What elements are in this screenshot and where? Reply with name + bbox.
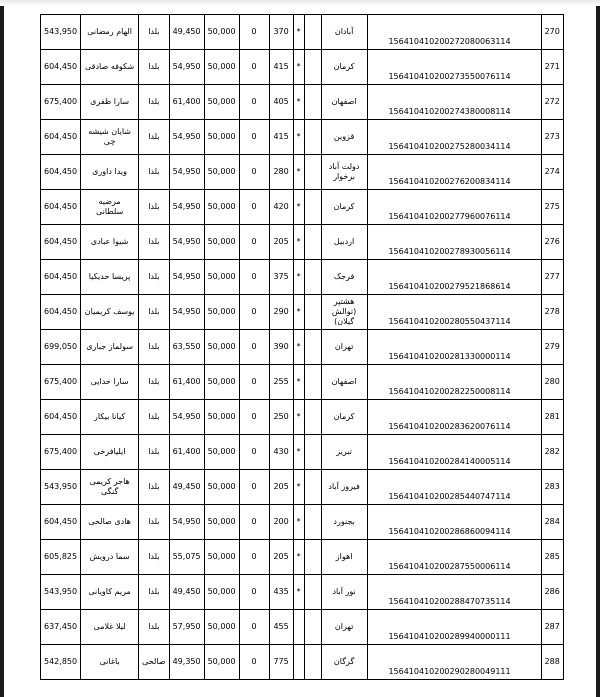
- base-cell: 50,000: [204, 505, 239, 540]
- amount-cell: 63,550: [169, 330, 204, 365]
- empty-cell: [304, 260, 321, 295]
- code-cell: 156410410200289940000111: [367, 610, 541, 645]
- points-cell: 290: [269, 295, 293, 330]
- zero-cell: 0: [239, 50, 269, 85]
- flag-cell: *: [293, 435, 304, 470]
- points-cell: 370: [269, 15, 293, 50]
- code-cell: 156410410200279521868614: [367, 260, 541, 295]
- base-cell: 50,000: [204, 85, 239, 120]
- index-cell: 286: [541, 575, 563, 610]
- table-row: [41, 225, 564, 260]
- table-row: [41, 400, 564, 435]
- code-cell: 156410410200287550006114: [367, 540, 541, 575]
- total-cell: 605,825: [41, 540, 81, 575]
- flag-cell: [293, 610, 304, 645]
- empty-cell: [304, 575, 321, 610]
- code-cell: 156410410200278930056114: [367, 225, 541, 260]
- points-cell: 375: [269, 260, 293, 295]
- city-cell: اصفهان: [321, 85, 367, 120]
- amount-cell: 54,950: [169, 50, 204, 85]
- category-cell: بلدا: [139, 470, 170, 505]
- points-cell: 415: [269, 120, 293, 155]
- total-cell: 543,950: [41, 575, 81, 610]
- category-cell: بلدا: [139, 260, 170, 295]
- empty-cell: [304, 15, 321, 50]
- code-cell: 156410410200285440747114: [367, 470, 541, 505]
- flag-cell: *: [293, 50, 304, 85]
- index-cell: 276: [541, 225, 563, 260]
- flag-cell: *: [293, 190, 304, 225]
- zero-cell: 0: [239, 645, 269, 680]
- code-cell: 156410410200275280034114: [367, 120, 541, 155]
- index-cell: 283: [541, 470, 563, 505]
- empty-cell: [304, 155, 321, 190]
- index-cell: 281: [541, 400, 563, 435]
- category-cell: بلدا: [139, 610, 170, 645]
- city-cell: اصفهان: [321, 365, 367, 400]
- zero-cell: 0: [239, 330, 269, 365]
- code-cell: 156410410200283620076114: [367, 400, 541, 435]
- flag-cell: *: [293, 120, 304, 155]
- code-cell: 156410410200276200834114: [367, 155, 541, 190]
- table-row: [41, 15, 564, 50]
- points-cell: 200: [269, 505, 293, 540]
- name-cell: مرضیه سلطانی: [81, 190, 139, 225]
- flag-cell: *: [293, 365, 304, 400]
- zero-cell: 0: [239, 435, 269, 470]
- table-row: [41, 435, 564, 470]
- total-cell: 637,450: [41, 610, 81, 645]
- empty-cell: [304, 365, 321, 400]
- base-cell: 50,000: [204, 540, 239, 575]
- empty-cell: [304, 120, 321, 155]
- points-cell: 205: [269, 540, 293, 575]
- table-row: [41, 470, 564, 505]
- table-row: [41, 260, 564, 295]
- table-row: [41, 575, 564, 610]
- flag-cell: [293, 645, 304, 680]
- zero-cell: 0: [239, 575, 269, 610]
- amount-cell: 49,450: [169, 470, 204, 505]
- empty-cell: [304, 540, 321, 575]
- points-cell: 280: [269, 155, 293, 190]
- name-cell: مریم کاویانی: [81, 575, 139, 610]
- zero-cell: 0: [239, 365, 269, 400]
- base-cell: 50,000: [204, 575, 239, 610]
- name-cell: یوسف کریمیان: [81, 295, 139, 330]
- code-cell: 156410410200290280049111: [367, 645, 541, 680]
- total-cell: 675,400: [41, 85, 81, 120]
- name-cell: هادی صالحی: [81, 505, 139, 540]
- points-cell: 415: [269, 50, 293, 85]
- flag-cell: *: [293, 575, 304, 610]
- points-cell: 775: [269, 645, 293, 680]
- amount-cell: 61,400: [169, 85, 204, 120]
- name-cell: هاجر کریمی گنگی: [81, 470, 139, 505]
- base-cell: 50,000: [204, 260, 239, 295]
- table-row: [41, 365, 564, 400]
- table-row: [41, 120, 564, 155]
- amount-cell: 49,450: [169, 575, 204, 610]
- category-cell: بلدا: [139, 540, 170, 575]
- city-cell: تهران: [321, 330, 367, 365]
- city-cell: بجنورد: [321, 505, 367, 540]
- total-cell: 543,950: [41, 15, 81, 50]
- points-cell: 435: [269, 575, 293, 610]
- flag-cell: *: [293, 155, 304, 190]
- amount-cell: 54,950: [169, 505, 204, 540]
- category-cell: بلدا: [139, 120, 170, 155]
- table-row: [41, 295, 564, 330]
- amount-cell: 54,950: [169, 155, 204, 190]
- records-table: [40, 14, 564, 680]
- category-cell: بلدا: [139, 435, 170, 470]
- category-cell: بلدا: [139, 15, 170, 50]
- amount-cell: 54,950: [169, 225, 204, 260]
- zero-cell: 0: [239, 610, 269, 645]
- base-cell: 50,000: [204, 435, 239, 470]
- points-cell: 255: [269, 365, 293, 400]
- zero-cell: 0: [239, 120, 269, 155]
- total-cell: 604,450: [41, 190, 81, 225]
- amount-cell: 57,950: [169, 610, 204, 645]
- points-cell: 205: [269, 470, 293, 505]
- flag-cell: *: [293, 505, 304, 540]
- amount-cell: 54,950: [169, 260, 204, 295]
- index-cell: 274: [541, 155, 563, 190]
- amount-cell: 54,950: [169, 400, 204, 435]
- flag-cell: *: [293, 225, 304, 260]
- code-cell: 156410410200273550076114: [367, 50, 541, 85]
- points-cell: 430: [269, 435, 293, 470]
- total-cell: 604,450: [41, 50, 81, 85]
- zero-cell: 0: [239, 155, 269, 190]
- points-cell: 205: [269, 225, 293, 260]
- base-cell: 50,000: [204, 190, 239, 225]
- category-cell: بلدا: [139, 400, 170, 435]
- category-cell: بلدا: [139, 295, 170, 330]
- points-cell: 405: [269, 85, 293, 120]
- code-cell: 156410410200280550437114: [367, 295, 541, 330]
- index-cell: 287: [541, 610, 563, 645]
- index-cell: 273: [541, 120, 563, 155]
- flag-cell: *: [293, 260, 304, 295]
- code-cell: 156410410200274380008114: [367, 85, 541, 120]
- index-cell: 272: [541, 85, 563, 120]
- base-cell: 50,000: [204, 15, 239, 50]
- code-cell: 156410410200284140005114: [367, 435, 541, 470]
- table-row: [41, 330, 564, 365]
- category-cell: بلدا: [139, 575, 170, 610]
- zero-cell: 0: [239, 400, 269, 435]
- base-cell: 50,000: [204, 225, 239, 260]
- amount-cell: 54,950: [169, 295, 204, 330]
- city-cell: نور آباد: [321, 575, 367, 610]
- city-cell: فیروز آباد: [321, 470, 367, 505]
- empty-cell: [304, 645, 321, 680]
- zero-cell: 0: [239, 260, 269, 295]
- records-table-body: [41, 15, 564, 680]
- city-cell: کرمان: [321, 50, 367, 85]
- name-cell: شایان شیشه چی: [81, 120, 139, 155]
- amount-cell: 54,950: [169, 120, 204, 155]
- total-cell: 604,450: [41, 505, 81, 540]
- city-cell: گرگان: [321, 645, 367, 680]
- empty-cell: [304, 505, 321, 540]
- table-row: [41, 85, 564, 120]
- total-cell: 699,050: [41, 330, 81, 365]
- index-cell: 280: [541, 365, 563, 400]
- code-cell: 15641041020027208006311​4: [367, 15, 541, 50]
- city-cell: کرمان: [321, 190, 367, 225]
- points-cell: 420: [269, 190, 293, 225]
- zero-cell: 0: [239, 540, 269, 575]
- zero-cell: 0: [239, 225, 269, 260]
- category-cell: بلدا: [139, 190, 170, 225]
- table-row: [41, 50, 564, 85]
- total-cell: 604,450: [41, 225, 81, 260]
- total-cell: 675,400: [41, 435, 81, 470]
- flag-cell: *: [293, 15, 304, 50]
- name-cell: ایلیافرخی: [81, 435, 139, 470]
- city-cell: دولت آباد برخوار: [321, 155, 367, 190]
- base-cell: 50,000: [204, 50, 239, 85]
- flag-cell: *: [293, 330, 304, 365]
- points-cell: 390: [269, 330, 293, 365]
- base-cell: 50,000: [204, 295, 239, 330]
- amount-cell: 61,400: [169, 435, 204, 470]
- total-cell: 542,850: [41, 645, 81, 680]
- amount-cell: 49,450: [169, 15, 204, 50]
- category-cell: بلدا: [139, 505, 170, 540]
- code-cell: 156410410200282250008114: [367, 365, 541, 400]
- zero-cell: 0: [239, 15, 269, 50]
- category-cell: بلدا: [139, 85, 170, 120]
- category-cell: بلدا: [139, 50, 170, 85]
- base-cell: 50,000: [204, 155, 239, 190]
- city-cell: کرمان: [321, 400, 367, 435]
- total-cell: 604,450: [41, 155, 81, 190]
- right-page-edge: [596, 0, 600, 697]
- name-cell: الهام رمضانی: [81, 15, 139, 50]
- empty-cell: [304, 50, 321, 85]
- amount-cell: 54,950: [169, 190, 204, 225]
- base-cell: 50,000: [204, 330, 239, 365]
- base-cell: 50,000: [204, 645, 239, 680]
- flag-cell: *: [293, 470, 304, 505]
- index-cell: 279: [541, 330, 563, 365]
- city-cell: تبریز: [321, 435, 367, 470]
- name-cell: شیوا عبادی: [81, 225, 139, 260]
- code-cell: 156410410200277960076114: [367, 190, 541, 225]
- empty-cell: [304, 85, 321, 120]
- base-cell: 50,000: [204, 470, 239, 505]
- base-cell: 50,000: [204, 365, 239, 400]
- left-page-edge: [0, 0, 4, 697]
- zero-cell: 0: [239, 470, 269, 505]
- base-cell: 50,000: [204, 610, 239, 645]
- name-cell: لیلا غلامی: [81, 610, 139, 645]
- zero-cell: 0: [239, 85, 269, 120]
- name-cell: باغانی: [81, 645, 139, 680]
- empty-cell: [304, 330, 321, 365]
- index-cell: 285: [541, 540, 563, 575]
- index-cell: 275: [541, 190, 563, 225]
- category-cell: صالحی: [139, 645, 170, 680]
- index-cell: 278: [541, 295, 563, 330]
- total-cell: 604,450: [41, 400, 81, 435]
- city-cell: اهواز: [321, 540, 367, 575]
- city-cell: تهران: [321, 610, 367, 645]
- name-cell: سارا ظفری: [81, 85, 139, 120]
- city-cell: فرجک: [321, 260, 367, 295]
- total-cell: 604,450: [41, 295, 81, 330]
- name-cell: شکوفه صادقی: [81, 50, 139, 85]
- name-cell: سارا خدایی: [81, 365, 139, 400]
- amount-cell: 55,075: [169, 540, 204, 575]
- total-cell: 675,400: [41, 365, 81, 400]
- base-cell: 50,000: [204, 120, 239, 155]
- name-cell: سولماز جباری: [81, 330, 139, 365]
- amount-cell: 49,350: [169, 645, 204, 680]
- code-cell: 156410410200281330000114: [367, 330, 541, 365]
- category-cell: بلدا: [139, 155, 170, 190]
- base-cell: 50,000: [204, 400, 239, 435]
- city-cell: قزوین: [321, 120, 367, 155]
- city-cell: هشتپر (توالش گیلان): [321, 295, 367, 330]
- empty-cell: [304, 190, 321, 225]
- code-cell: 156410410200286860094114: [367, 505, 541, 540]
- points-cell: 455: [269, 610, 293, 645]
- index-cell: 270: [541, 15, 563, 50]
- total-cell: 543,950: [41, 470, 81, 505]
- city-cell: آبادان: [321, 15, 367, 50]
- flag-cell: *: [293, 295, 304, 330]
- table-row: [41, 155, 564, 190]
- empty-cell: [304, 295, 321, 330]
- points-cell: 250: [269, 400, 293, 435]
- empty-cell: [304, 400, 321, 435]
- name-cell: سما درویش: [81, 540, 139, 575]
- name-cell: کیانا بیکار: [81, 400, 139, 435]
- table-row: [41, 645, 564, 680]
- index-cell: 271: [541, 50, 563, 85]
- empty-cell: [304, 225, 321, 260]
- table-row: [41, 505, 564, 540]
- category-cell: بلدا: [139, 365, 170, 400]
- name-cell: پریسا حدیکیا: [81, 260, 139, 295]
- empty-cell: [304, 435, 321, 470]
- zero-cell: 0: [239, 505, 269, 540]
- index-cell: 284: [541, 505, 563, 540]
- empty-cell: [304, 610, 321, 645]
- category-cell: بلدا: [139, 330, 170, 365]
- zero-cell: 0: [239, 190, 269, 225]
- index-cell: 282: [541, 435, 563, 470]
- flag-cell: *: [293, 85, 304, 120]
- amount-cell: 61,400: [169, 365, 204, 400]
- index-cell: 277: [541, 260, 563, 295]
- code-cell: 156410410200288470735114: [367, 575, 541, 610]
- table-row: [41, 540, 564, 575]
- name-cell: ویدا داوری: [81, 155, 139, 190]
- city-cell: اردبیل: [321, 225, 367, 260]
- total-cell: 604,450: [41, 260, 81, 295]
- table-row: [41, 610, 564, 645]
- empty-cell: [304, 470, 321, 505]
- table-row: [41, 190, 564, 225]
- category-cell: بلدا: [139, 225, 170, 260]
- index-cell: 288: [541, 645, 563, 680]
- zero-cell: 0: [239, 295, 269, 330]
- flag-cell: *: [293, 400, 304, 435]
- flag-cell: *: [293, 540, 304, 575]
- total-cell: 604,450: [41, 120, 81, 155]
